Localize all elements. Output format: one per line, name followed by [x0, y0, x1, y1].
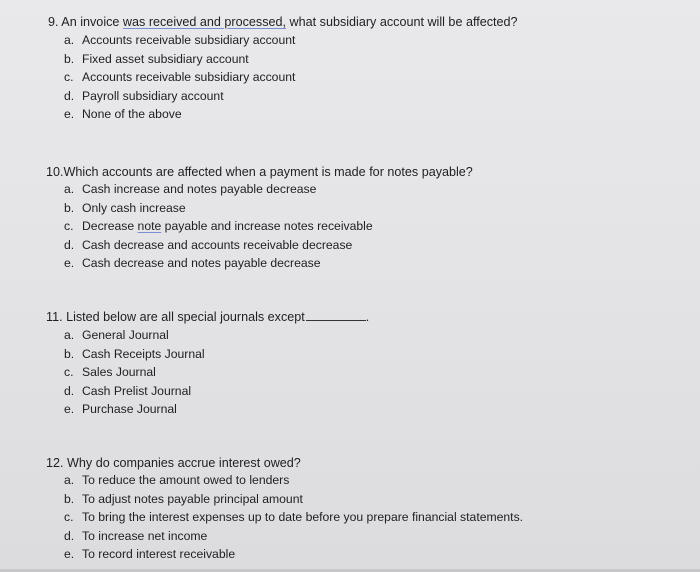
option-letter: c. — [64, 70, 74, 85]
option-text: Payroll subsidiary account — [82, 88, 224, 103]
question-12-title: 12. Why do companies accrue interest owed? — [46, 456, 301, 470]
option-text: To record interest receivable — [82, 547, 236, 562]
question-9-options — [64, 31, 295, 124]
answer-blank — [306, 320, 366, 321]
option-text: Cash decrease and accounts receivable decrease — [82, 237, 353, 252]
option-text: Fixed asset subsidiary account — [82, 51, 249, 66]
option-letter: e. — [64, 547, 75, 562]
option-11d — [64, 382, 205, 401]
option-letter: d. — [64, 88, 75, 103]
option-10b — [64, 199, 373, 218]
question-12-options — [64, 471, 523, 564]
option-text: None of the above — [82, 107, 182, 122]
option-10e — [64, 254, 373, 273]
question-11-options — [64, 326, 205, 419]
option-9b — [64, 50, 295, 69]
option-text-start: Decrease — [82, 219, 138, 234]
question-11-title — [46, 309, 369, 326]
option-text: Purchase Journal — [82, 402, 177, 417]
question-10-title: 10.Which accounts are affected when a payment is made for notes payable? — [46, 165, 473, 179]
option-letter: d. — [64, 528, 75, 543]
option-text: Cash increase and notes payable decrease — [82, 182, 317, 196]
option-text: Cash Prelist Journal — [82, 383, 192, 398]
option-text: To adjust notes payable principal amount — [82, 491, 303, 506]
option-12b — [64, 490, 523, 509]
question-11-title-text: 11. Listed below are all special journals except — [46, 310, 305, 324]
option-letter: a. — [64, 473, 75, 487]
option-10a — [64, 180, 373, 199]
option-text: Only cash increase — [82, 200, 186, 215]
option-text-underlined: note — [137, 219, 162, 234]
option-text: To bring the interest expenses up to date before you prepare financial statements. — [82, 510, 524, 525]
question-9-title-end: what subsidiary account will be affected? — [286, 15, 518, 29]
question-9-title — [48, 14, 518, 31]
option-letter: a. — [64, 182, 75, 196]
option-text: To reduce the amount owed to lenders — [82, 473, 290, 487]
option-9d — [64, 87, 295, 106]
option-12e — [64, 545, 523, 564]
option-letter: d. — [64, 383, 75, 398]
option-letter: e. — [64, 256, 75, 271]
option-10d — [64, 236, 373, 255]
option-text: Accounts receivable subsidiary account — [82, 70, 296, 85]
option-text-end: payable and increase notes receivable — [161, 219, 373, 234]
option-letter: b. — [64, 346, 75, 361]
question-9-title-underlined: was received and processed, — [122, 15, 287, 29]
option-12a — [64, 471, 523, 490]
option-text: General Journal — [82, 328, 169, 342]
option-text: Sales Journal — [82, 365, 156, 380]
option-letter: e. — [64, 402, 75, 417]
option-text: Cash Receipts Journal — [82, 346, 205, 361]
option-letter: b. — [64, 200, 75, 215]
option-11a — [64, 326, 205, 345]
option-letter: c. — [64, 219, 74, 234]
option-letter: b. — [64, 51, 75, 66]
option-text: To increase net income — [82, 528, 208, 543]
option-10c — [64, 217, 373, 236]
option-letter: a. — [64, 328, 75, 342]
option-letter: a. — [64, 33, 75, 47]
option-letter: d. — [64, 237, 75, 252]
option-letter: c. — [64, 510, 74, 525]
option-text: Cash decrease and notes payable decrease — [82, 256, 321, 271]
option-text: Accounts receivable subsidiary account — [82, 33, 296, 47]
question-11-title-end: . — [365, 310, 370, 324]
option-11b — [64, 345, 205, 364]
option-letter: b. — [64, 491, 75, 506]
option-9c — [64, 68, 295, 87]
option-12c — [64, 508, 523, 527]
option-9e — [64, 105, 295, 124]
option-letter: e. — [64, 107, 75, 122]
option-12d — [64, 527, 523, 546]
option-11c — [64, 363, 205, 382]
question-10-options — [64, 180, 373, 273]
question-9-title-start: 9. An invoice — [48, 15, 123, 29]
option-9a — [64, 31, 295, 50]
option-11e — [64, 400, 205, 419]
option-letter: c. — [64, 365, 74, 380]
